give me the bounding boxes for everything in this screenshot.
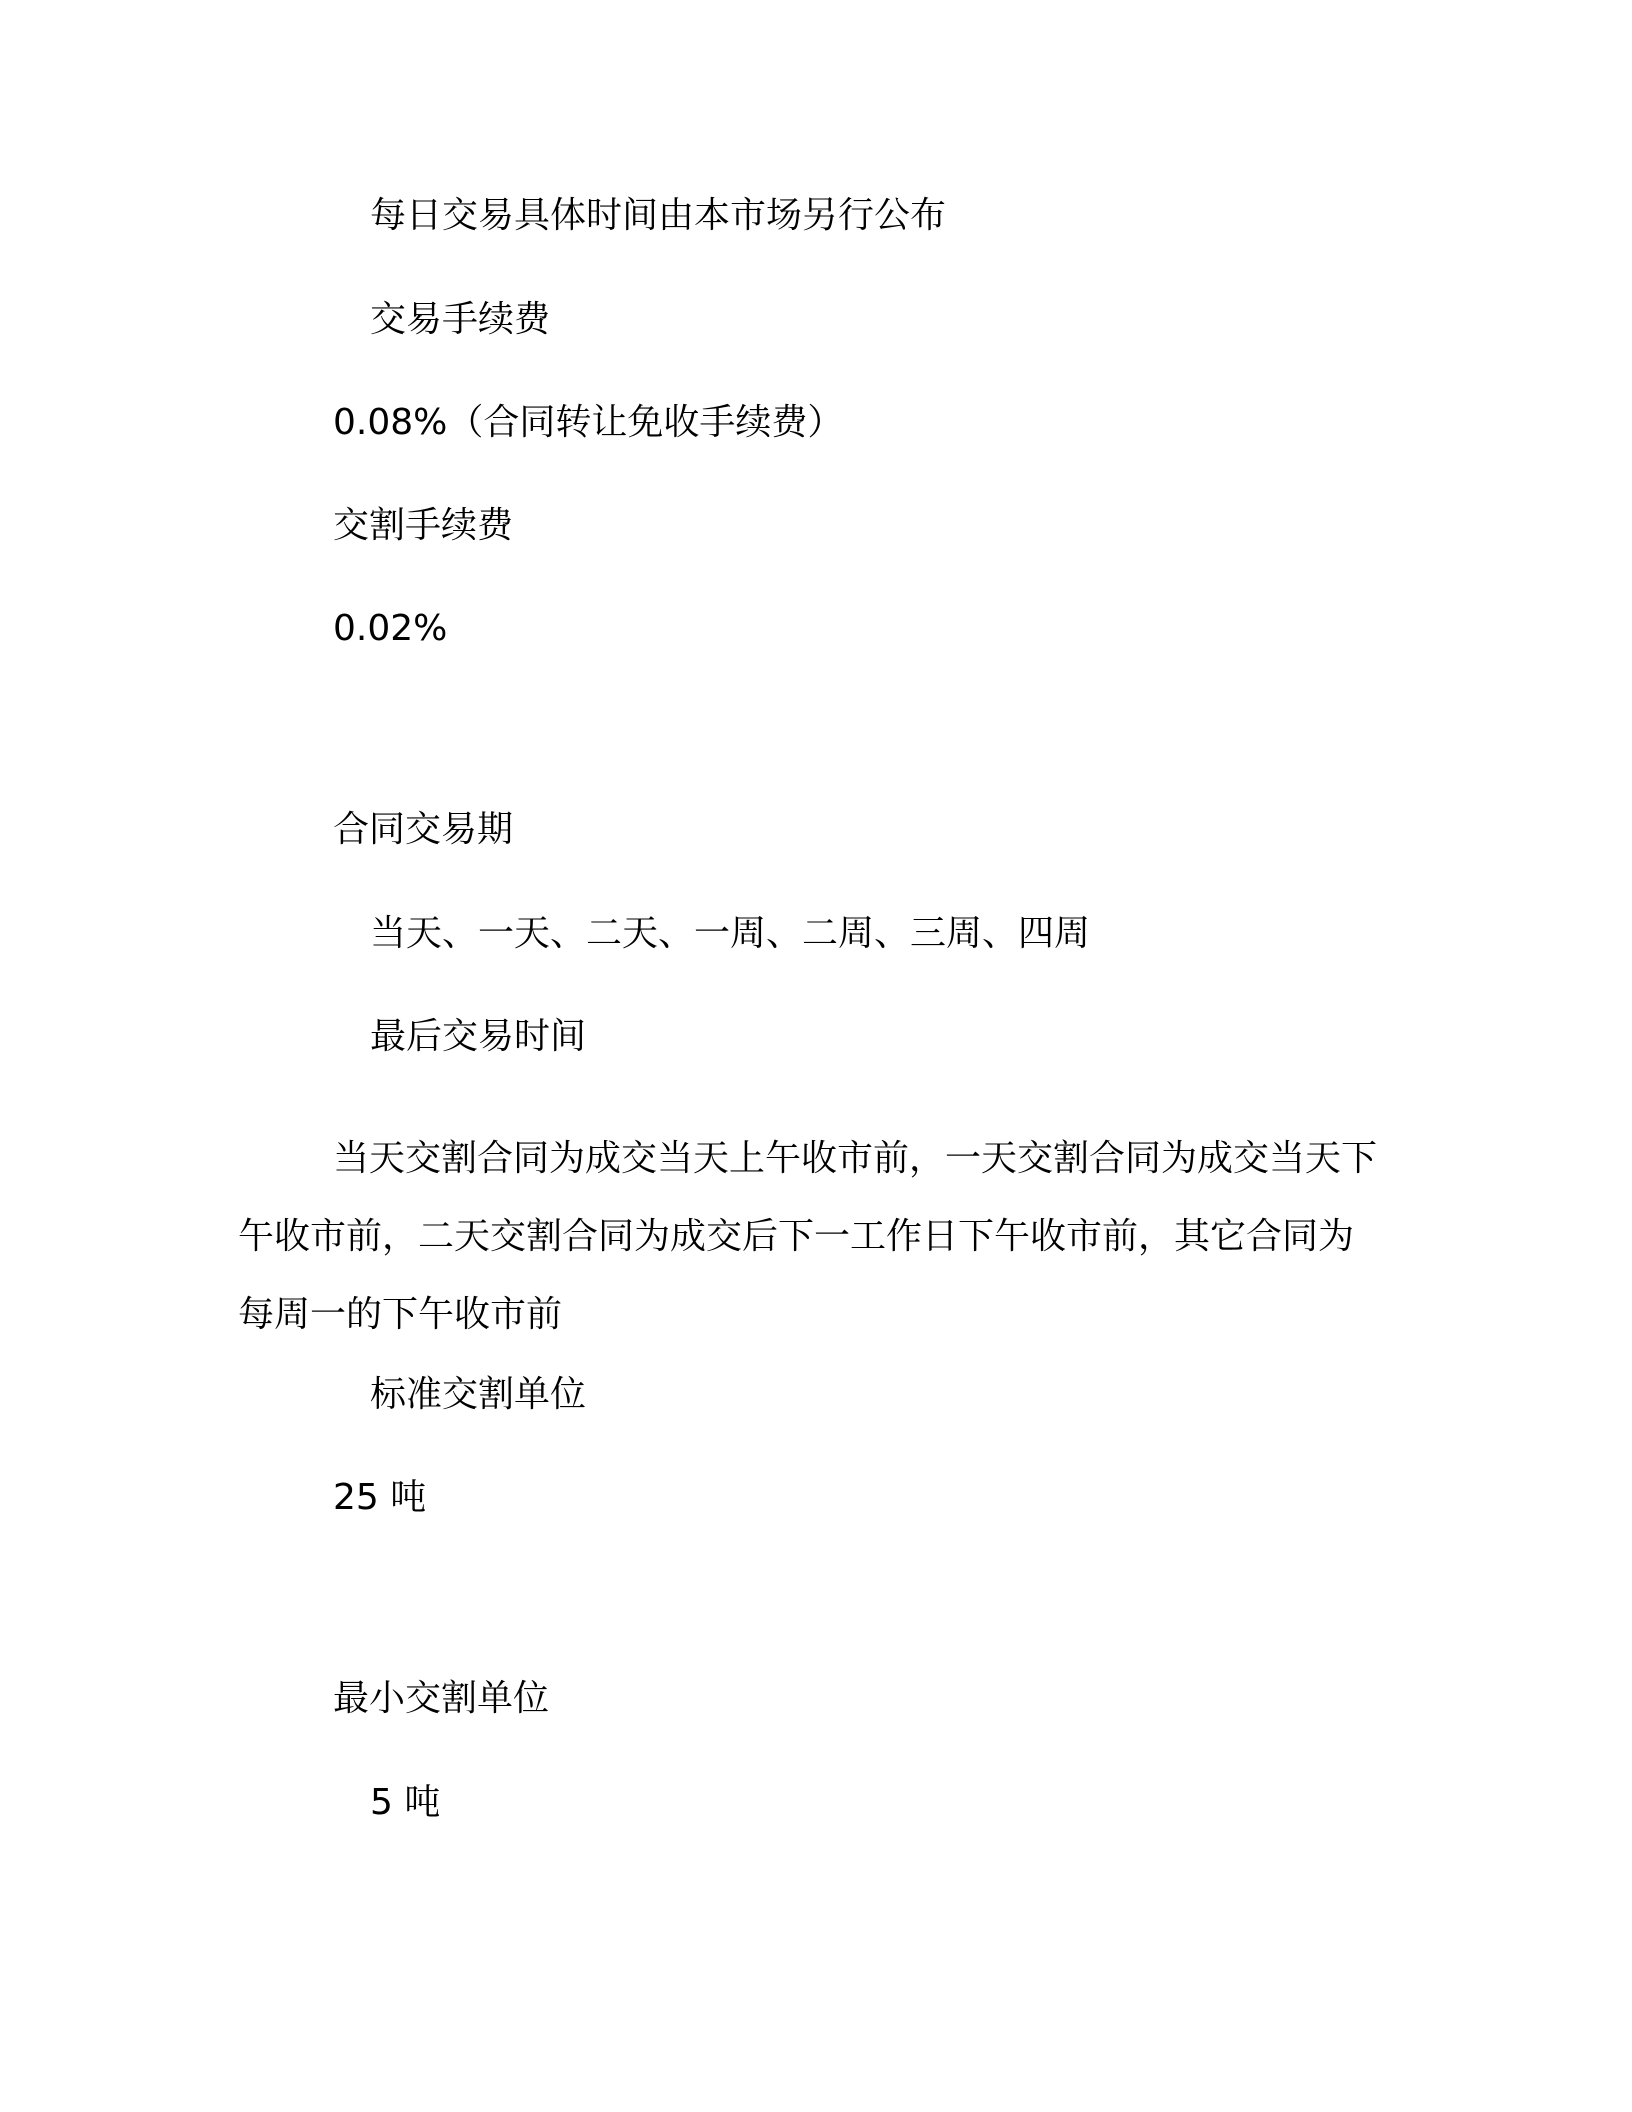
delivery-fee-label: 交割手续费: [333, 505, 514, 546]
trading-hours-note: 每日交易具体时间由本市场另行公布: [370, 195, 947, 236]
contract-period-value: 当天、一天、二天、一周、二周、三周、四周: [370, 913, 1091, 954]
trading-fee-value: 0.08%（合同转让免收手续费）: [333, 402, 844, 443]
minimum-delivery-unit-label: 最小交割单位: [333, 1678, 550, 1719]
last-trading-time-label: 最后交易时间: [370, 1016, 587, 1057]
standard-delivery-unit-label: 标准交割单位: [370, 1374, 587, 1415]
last-trading-time-description: 当天交割合同为成交当天上午收市前，一天交割合同为成交当天下午收市前，二天交割合同为成交后下一工作日下午收市前，其它合同为每周一的下午收市前: [238, 1138, 1378, 1335]
minimum-delivery-unit-value: 5 吨: [370, 1782, 441, 1823]
trading-fee-label: 交易手续费: [370, 299, 551, 340]
standard-delivery-unit-value: 25 吨: [333, 1477, 427, 1518]
delivery-fee-value: 0.02%: [333, 608, 448, 649]
contract-period-label: 合同交易期: [333, 809, 514, 850]
